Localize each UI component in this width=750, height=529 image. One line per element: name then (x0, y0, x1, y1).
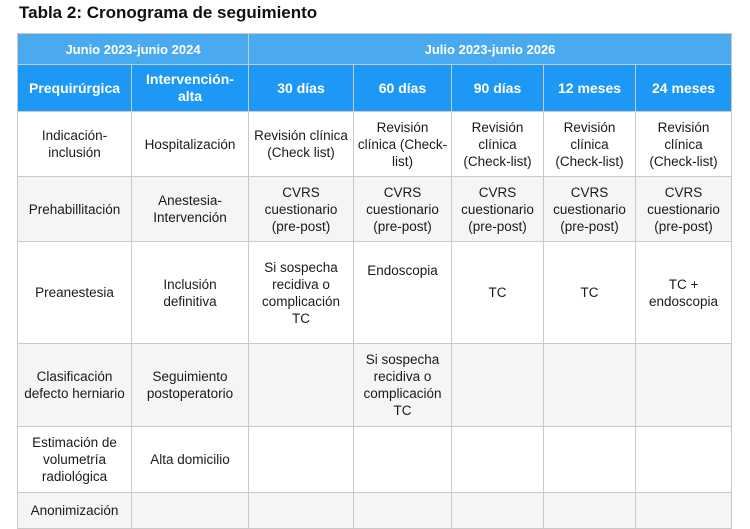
table-cell: CVRS cuestionario (pre-post) (249, 177, 354, 242)
table-cell: Revisión clínica (Check-list) (452, 112, 544, 177)
table-cell: Preanestesia (18, 242, 132, 344)
table-cell: Revisión clínica (Check-list) (636, 112, 732, 177)
table-row (18, 427, 732, 493)
table-row (18, 493, 732, 529)
column-header: 12 meses (544, 65, 636, 112)
table-cell: Indicación-inclusión (18, 112, 132, 177)
table-cell: TC + endoscopia (636, 242, 732, 344)
table-cell (544, 344, 636, 427)
table-cell: CVRS cuestionario (pre-post) (636, 177, 732, 242)
table-cell: Anonimización (18, 493, 132, 529)
table-cell: Estimación de volumetría radiológica (18, 427, 132, 493)
table-cell: CVRS cuestionario (pre-post) (354, 177, 452, 242)
table-title: Tabla 2: Cronograma de seguimiento (19, 3, 318, 22)
column-header-row (18, 65, 732, 112)
table-cell (452, 493, 544, 529)
table-cell (544, 427, 636, 493)
table-cell (636, 493, 732, 529)
table-cell (132, 493, 249, 529)
table-cell (452, 344, 544, 427)
column-header: 24 meses (636, 65, 732, 112)
period-header-row (18, 34, 732, 65)
table-cell (636, 344, 732, 427)
table-cell: Clasificación defecto herniario (18, 344, 132, 427)
table-cell (452, 427, 544, 493)
table-cell (354, 427, 452, 493)
table-cell: Seguimiento postoperatorio (132, 344, 249, 427)
table-row (18, 177, 732, 242)
table-row (18, 242, 732, 344)
table-cell: TC (544, 242, 636, 344)
table-cell (249, 493, 354, 529)
follow-up-schedule-table (17, 33, 732, 529)
table-cell: CVRS cuestionario (pre-post) (452, 177, 544, 242)
column-header: 30 días (249, 65, 354, 112)
table-row (18, 344, 732, 427)
table-cell: CVRS cuestionario (pre-post) (544, 177, 636, 242)
period-seguimiento: Julio 2023-junio 2026 (249, 34, 732, 65)
column-header: Intervención-alta (132, 65, 249, 112)
table-cell: Si sospecha recidiva o complicación TC (249, 242, 354, 344)
table-cell: Anestesia-Intervención (132, 177, 249, 242)
table-cell: Inclusión definitiva (132, 242, 249, 344)
table-cell (544, 493, 636, 529)
table-cell: TC (452, 242, 544, 344)
table-cell: Endoscopia (354, 242, 452, 344)
table-cell: Si sospecha recidiva o complicación TC (354, 344, 452, 427)
column-header: 90 días (452, 65, 544, 112)
table-cell (249, 344, 354, 427)
column-header: 60 días (354, 65, 452, 112)
table-cell (354, 493, 452, 529)
table-cell: Revisión clínica (Check-list) (354, 112, 452, 177)
table-cell: Revisión clínica (Check list) (249, 112, 354, 177)
column-header: Prequirúrgica (18, 65, 132, 112)
table-cell: Hospitalización (132, 112, 249, 177)
table-cell: Revisión clínica (Check-list) (544, 112, 636, 177)
table-cell: Alta domicilio (132, 427, 249, 493)
table-cell (636, 427, 732, 493)
table-row (18, 112, 732, 177)
table-cell: Prehabillitación (18, 177, 132, 242)
period-prequirurgica: Junio 2023-junio 2024 (18, 34, 249, 65)
table-cell (249, 427, 354, 493)
